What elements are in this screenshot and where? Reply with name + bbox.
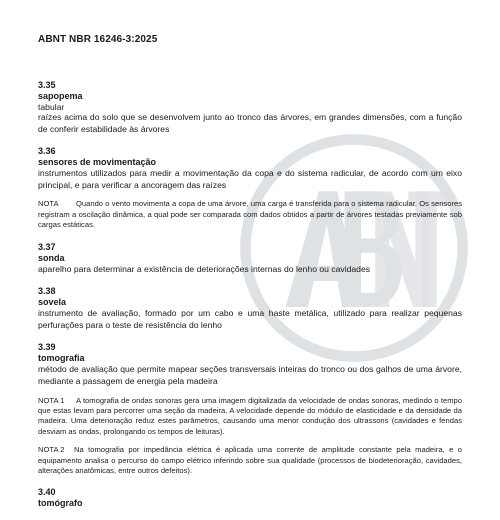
term-entry <box>38 80 462 135</box>
term-title: sonda <box>38 252 65 263</box>
term-number: 3.36 <box>38 146 56 157</box>
term-title: tomografia <box>38 353 85 364</box>
note-text: A tomografia de ondas sonoras gera uma imagem digitalizada da velocidade de ondas sonoras, medindo o tempo que estas levam para percorrer uma seção da madeira. A velocidade depende do módulo de elasticidade e da densidade da madeira. Uma deterioração reduz estes parâmetros, causando uma menor condução dos ultrassons (cavidades e fendas desviam as ondas, prolongando os tempos de leituras). <box>38 395 462 436</box>
term-synonym: tabular <box>38 102 65 112</box>
document-header: ABNT NBR 16246-3:2025 <box>38 34 158 45</box>
note-text: Quando o vento movimenta a copa de uma árvore, uma carga é transferida para o sistema radicular. Os sensores registram a oscilação dinâmica, a qual pode ser comparada com dados obtidos a partir de árvores testadas previamente sob cargas estáticas. <box>38 199 462 230</box>
term-title: sovela <box>38 297 67 308</box>
note-text: Na tomografia por impedância elétrica é aplicada uma corrente de amplitude constante pela madeira, e o equipamento analisa o percurso do campo elétrico inferindo sobre sua qualidade (processos de biodeterioração, cavidades, alterações anatômicas, entre outros defeitos). <box>38 445 462 475</box>
note-label: NOTA 2 <box>38 445 65 455</box>
term-definition: instrumentos utilizados para medir a movimentação da copa e do sistema radicular, de acordo com um eixo principal, e para verificar a ancoragem das raízes <box>38 168 462 190</box>
term-definition: instrumento de avaliação, formado por um cabo e uma haste metálica, utilizado para realizar pequenas perfurações para o teste de resistência do lenho <box>38 308 462 330</box>
term-entry <box>38 487 462 509</box>
term-title: sapopema <box>38 91 83 101</box>
term-definition: aparelho para determinar a existência de deteriorações internas do lenho ou cavidades <box>38 263 371 274</box>
term-note <box>38 396 462 438</box>
term-entry <box>38 242 462 276</box>
document-body <box>38 80 462 520</box>
term-entry <box>38 342 462 476</box>
term-note <box>38 199 462 230</box>
term-number: 3.38 <box>38 286 56 297</box>
term-title: sensores de movimentação <box>38 157 157 168</box>
term-entry <box>38 146 462 230</box>
term-number: 3.37 <box>38 241 56 252</box>
term-definition: raízes acima do solo que se desenvolvem junto ao tronco das árvores, em grandes dimensões, com a função de conferir estabilidade às árvores <box>38 112 462 134</box>
term-title: tomógrafo <box>38 498 83 509</box>
note-label: NOTA <box>38 199 59 209</box>
term-number: 3.35 <box>38 80 56 90</box>
term-number: 3.39 <box>38 342 56 353</box>
term-note <box>38 445 462 476</box>
term-number: 3.40 <box>38 487 56 498</box>
term-entry <box>38 286 462 331</box>
term-definition: método de avaliação que permite mapear seções transversais inteiras do tronco ou dos galhos de uma árvore, mediante a passagem de energia pela madeira <box>38 364 462 386</box>
note-label: NOTA 1 <box>38 395 65 405</box>
